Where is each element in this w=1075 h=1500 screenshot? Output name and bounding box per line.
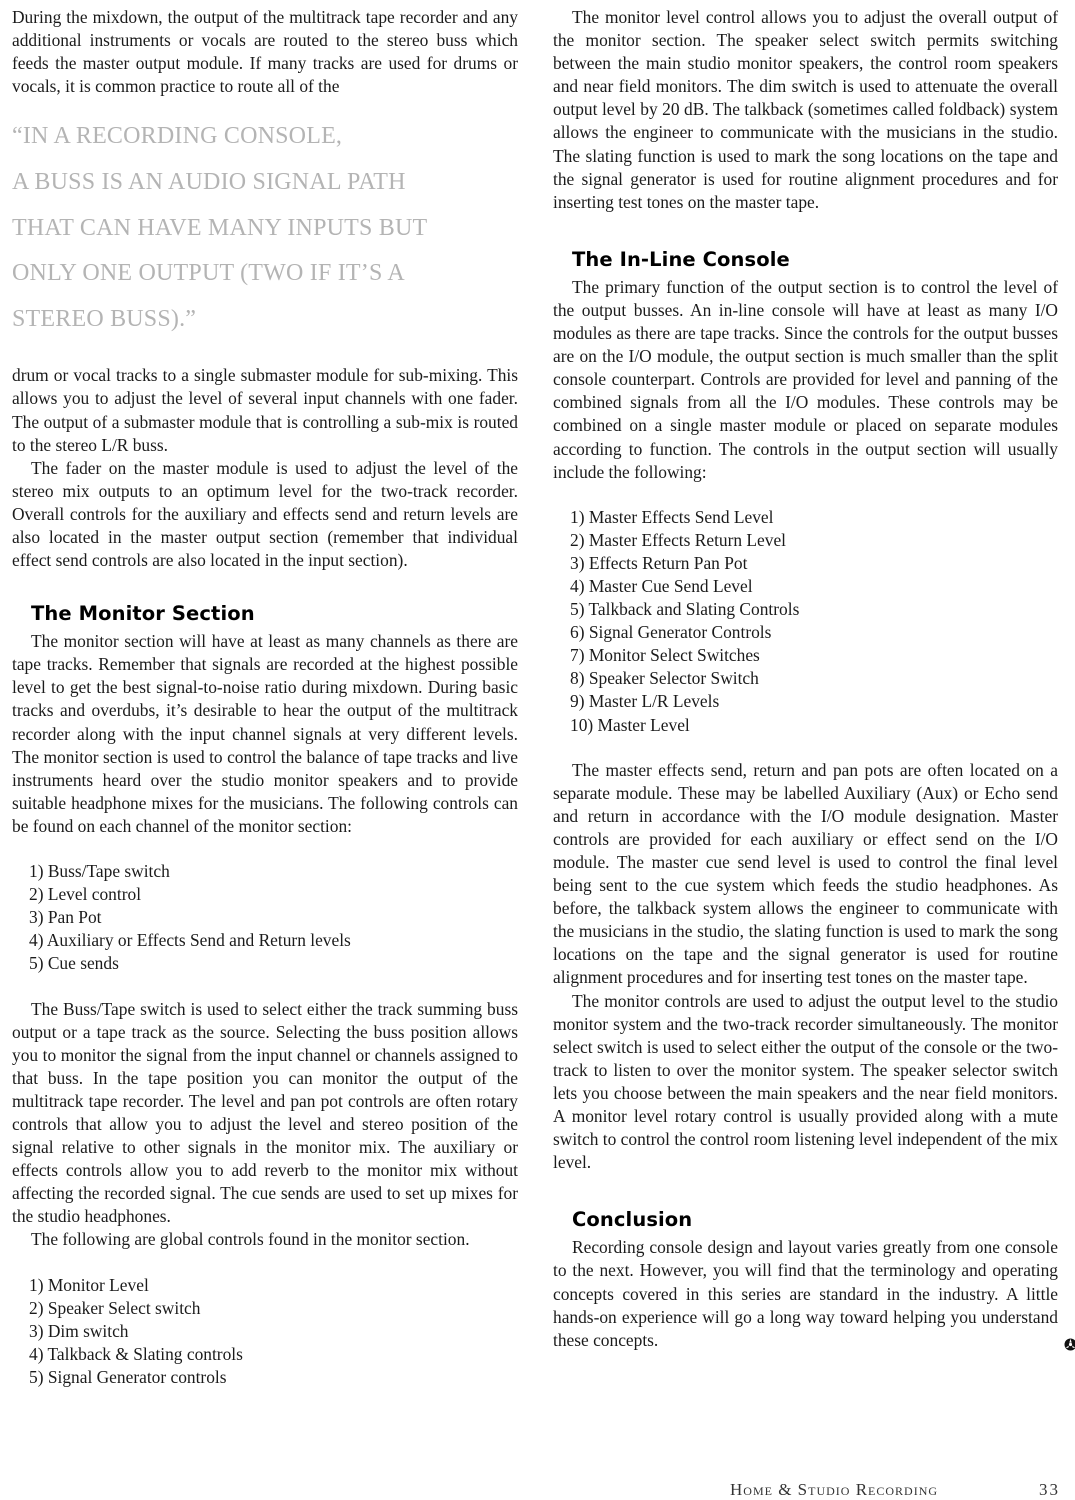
pull-quote-line: THAT CAN HAVE MANY INPUTS BUT bbox=[12, 206, 518, 252]
list-item: 3) Pan Pot bbox=[29, 906, 518, 929]
pull-quote-line: ONLY ONE OUTPUT (TWO IF IT’S A bbox=[12, 251, 518, 297]
list-item: 3) Effects Return Pan Pot bbox=[570, 552, 1058, 575]
pull-quote bbox=[12, 114, 518, 342]
global-controls-intro: The following are global controls found in the monitor section. bbox=[12, 1228, 518, 1251]
list-item: 10) Master Level bbox=[570, 714, 1058, 737]
end-of-article-icon bbox=[1045, 1334, 1058, 1347]
page-number: 33 bbox=[1039, 1480, 1060, 1500]
output-controls-list bbox=[553, 506, 1058, 737]
list-item: 1) Buss/Tape switch bbox=[29, 860, 518, 883]
list-item: 4) Talkback & Slating controls bbox=[29, 1343, 518, 1366]
master-effects-paragraph: The master effects send, return and pan pots are often located on a separate module. These may be labelled Auxiliary (Aux) or Echo send and return in accordance with the I/O module designation. Master controls are provided for each auxiliary or effect send on the I/O module. The master cue send level is used to control the final level being sent to the cue system which feeds the studio headphones. As before, the talkback system allows the engineer to communicate with the musicians in the studio, the slating function is used to mark the song locations on the tape and the signal generator is used for routine alignment procedures and for inserting test tones on the master tape. bbox=[553, 759, 1058, 990]
list-item: 2) Speaker Select switch bbox=[29, 1297, 518, 1320]
buss-tape-paragraph: The Buss/Tape switch is used to select either the track summing buss output or a tape track as the source. Selecting the buss position allows you to monitor the signal from the input channel or channels assigned to that buss. In the tape position you can monitor the output of the multitrack tape recorder. The level and pan pot controls are often rotary controls that allow you to adjust the level and stereo position of the signal relative to other signals in the monitor mix. The auxiliary or effects controls allow you to add reverb to the monitor mix without affecting the recorded signal. The cue sends are used to set up mixes for the studio headphones. bbox=[12, 998, 518, 1229]
list-item: 5) Cue sends bbox=[29, 952, 518, 975]
list-item: 2) Level control bbox=[29, 883, 518, 906]
monitor-section-paragraph: The monitor section will have at least as many channels as there are tape tracks. Remember that signals are recorded at the highest possible level to get the best signal-to-noise ratio during mixdown. During basic tracks and overdubs, it’s desirable to hear the output of the multitrack recorder along with the input channel signals at very different levels. The monitor section is used to control the balance of tape tracks and live instruments heard over the studio monitor speakers and to provide suitable headphone mixes for the musicians. The following controls can be found on each channel of the monitor section: bbox=[12, 630, 518, 838]
global-controls-list bbox=[12, 1274, 518, 1389]
conclusion-heading: Conclusion bbox=[572, 1208, 1058, 1232]
list-item: 2) Master Effects Return Level bbox=[570, 529, 1058, 552]
list-item: 7) Monitor Select Switches bbox=[570, 644, 1058, 667]
pull-quote-line: STEREO BUSS).” bbox=[12, 297, 518, 343]
conclusion-paragraph bbox=[553, 1236, 1058, 1351]
list-item: 1) Master Effects Send Level bbox=[570, 506, 1058, 529]
inline-console-heading: The In-Line Console bbox=[572, 248, 1058, 272]
monitor-section-heading: The Monitor Section bbox=[31, 602, 518, 626]
monitor-level-paragraph: The monitor level control allows you to adjust the overall output of the monitor section. The speaker select switch permits switching between the main studio monitor speakers, the control room speakers and near field monitors. The dim switch is used to attenuate the overall output level by 20 dB. The talkback (sometimes called foldback) system allows the engineer to communicate with the musicians in the studio. The slating function is used to mark the song locations on the tape and the signal generator is used for routine alignment procedures and for inserting test tones on the master tape. bbox=[553, 6, 1058, 214]
conclusion-text: Recording console design and layout varies greatly from one console to the next. However, you will find that the terminology and operating concepts covered in this series are standard in the industry. A little hands-on experience will go a long way toward helping you understand these concepts. bbox=[553, 1237, 1058, 1349]
intro-paragraph: During the mixdown, the output of the multitrack tape recorder and any additional instruments or vocals are routed to the stereo buss which feeds the master output module. If many tracks are used for drums or vocals, it is common practice to route all of the bbox=[12, 6, 518, 98]
left-column bbox=[12, 6, 518, 1411]
channel-controls-list bbox=[12, 860, 518, 975]
list-item: 5) Signal Generator controls bbox=[29, 1366, 518, 1389]
right-column bbox=[553, 6, 1058, 1352]
list-item: 5) Talkback and Slating Controls bbox=[570, 598, 1058, 621]
list-item: 4) Auxiliary or Effects Send and Return levels bbox=[29, 929, 518, 952]
master-fader-paragraph: The fader on the master module is used to adjust the level of the stereo mix outputs to an optimum level for the two-track recorder. Overall controls for the auxiliary and effects send and return levels are also located in the master output section (remember that individual effect send controls are also located in the input section). bbox=[12, 457, 518, 572]
publication-name: Home & Studio Recording bbox=[730, 1480, 938, 1500]
monitor-controls-paragraph: The monitor controls are used to adjust the output level to the studio monitor system and the two-track recorder simultaneously. The monitor select switch is used to select either the output of the console or the two-track to listen to over the monitor system. The speaker selector switch lets you choose between the main speakers and the near field monitors. A monitor level rotary control is usually provided along with a mute switch to control the control room listening level independent of the mix level. bbox=[553, 990, 1058, 1175]
list-item: 9) Master L/R Levels bbox=[570, 690, 1058, 713]
list-item: 4) Master Cue Send Level bbox=[570, 575, 1058, 598]
pull-quote-line: A BUSS IS AN AUDIO SIGNAL PATH bbox=[12, 160, 518, 206]
list-item: 1) Monitor Level bbox=[29, 1274, 518, 1297]
list-item: 8) Speaker Selector Switch bbox=[570, 667, 1058, 690]
inline-console-paragraph: The primary function of the output section is to control the level of the output busses. An in-line console will have at least as many I/O modules as there are tape tracks. Since the controls for the output busses are on the I/O module, the output section is much smaller than the split console counterpart. Controls are provided for level and panning of the combined signals from all the I/O modules. These controls may be combined on a single master module or placed on separate modules according to function. The controls in the output section will usually include the following: bbox=[553, 276, 1058, 484]
list-item: 6) Signal Generator Controls bbox=[570, 621, 1058, 644]
continued-paragraph: drum or vocal tracks to a single submaster module for sub-mixing. This allows you to adjust the level of several input channels with one fader. The output of a submaster module that is controlling a sub-mix is routed to the stereo L/R buss. bbox=[12, 364, 518, 456]
pull-quote-line: “IN A RECORDING CONSOLE, bbox=[12, 114, 518, 160]
list-item: 3) Dim switch bbox=[29, 1320, 518, 1343]
